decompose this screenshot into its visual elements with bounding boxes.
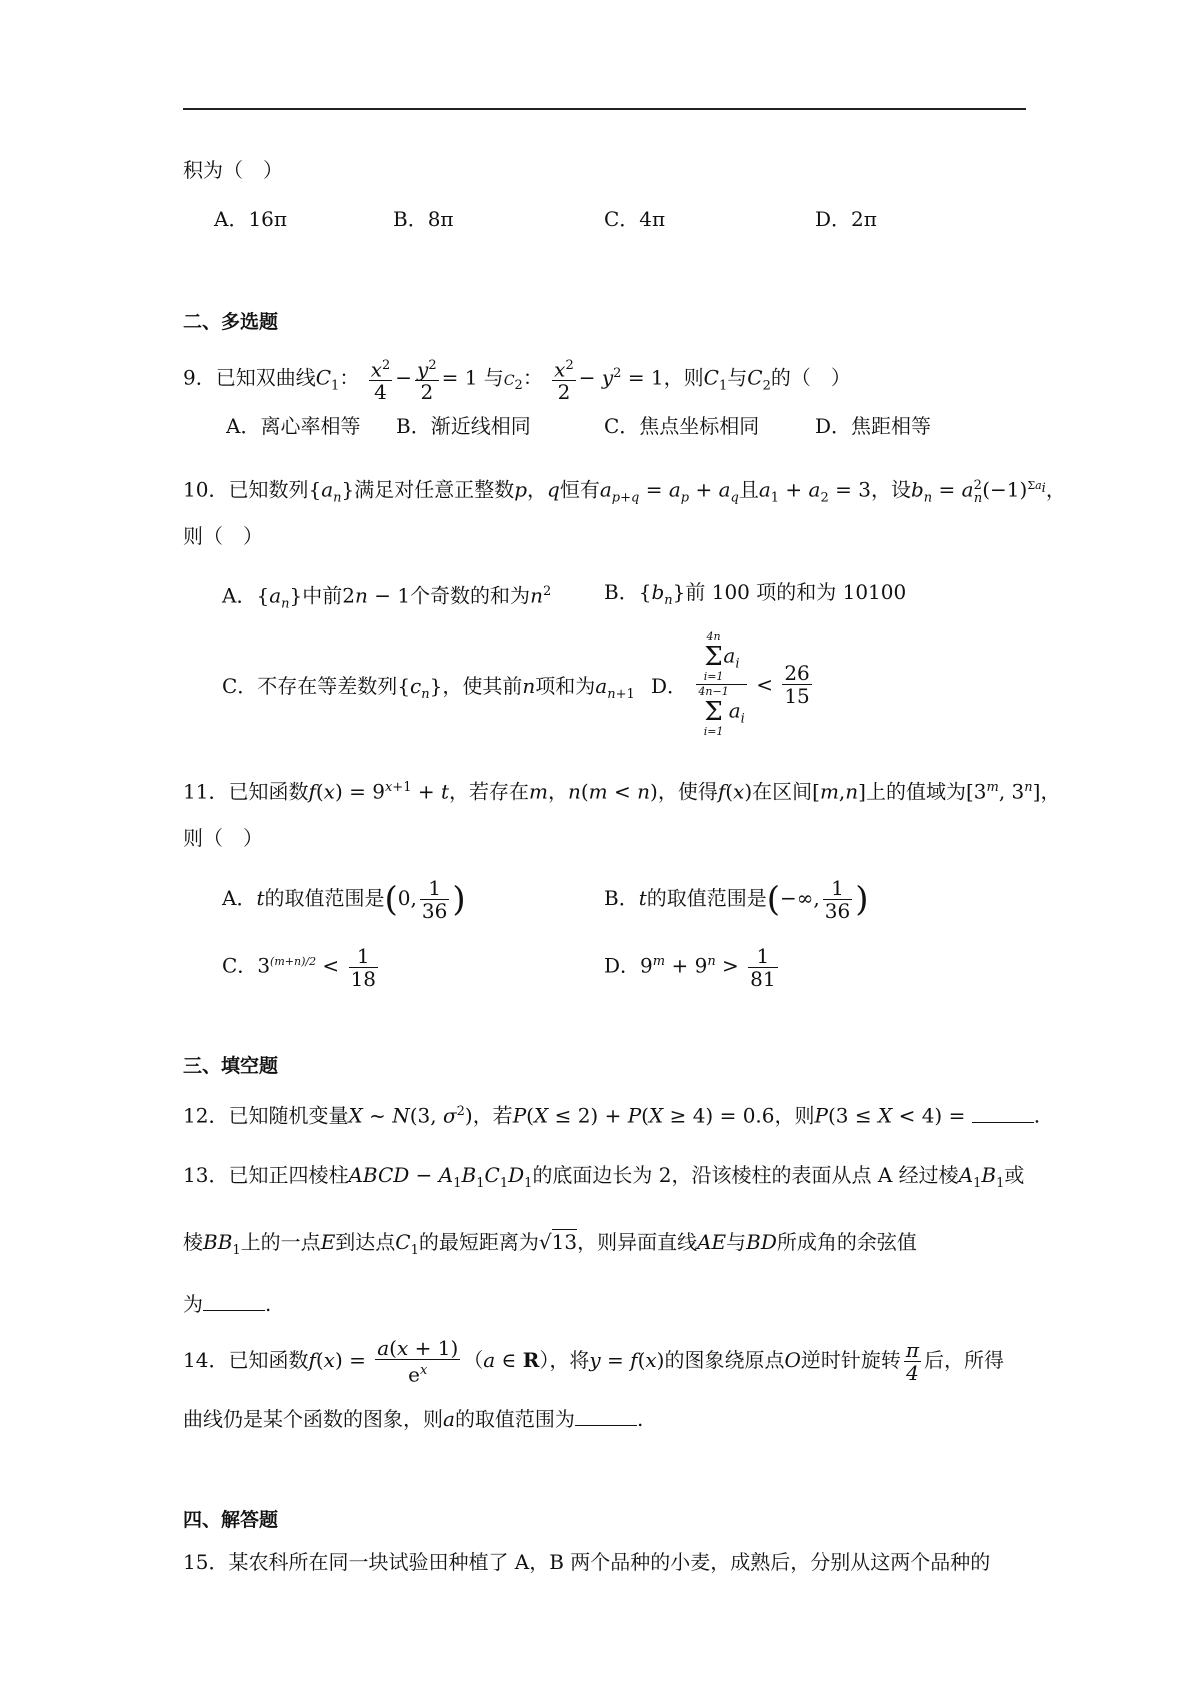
q11-option-d: D．$9^m + 9^n$ > $\frac{1}{81}$ xyxy=(604,943,776,991)
q13-stem-line1: 13．已知正四棱柱ABCD − $A_1B_1C_1D_1$的底面边长为 2，沿该棱柱的表面从点 A 经过棱$A_1B_1$或 xyxy=(183,1163,1025,1191)
q10-option-b-prefix: B． xyxy=(604,580,639,604)
q9-frac-x2-2: $\frac{x^2}{2}$ xyxy=(552,355,576,404)
q11-option-b-frac xyxy=(823,877,852,922)
q8-option-a: A．16π xyxy=(214,207,288,231)
q12-answer-blank[interactable] xyxy=(972,1106,1034,1123)
q11-option-a: A．t的取值范围是(0, $\frac{1}{36}$ ) xyxy=(222,876,466,923)
q11-stem-line1: 11．已知函数$f(x) = 9^{x+1} + t$，若存在m，n(m < n)，使得f(x)在区间[m,n]上的值域为[3$^m$, 3$^n$]， xyxy=(183,779,1061,804)
q10-option-d-rhs xyxy=(782,662,811,707)
q13-line2-g: 所成角的余弦值 xyxy=(776,1230,917,1254)
q13-line1-c: 或 xyxy=(1004,1163,1025,1187)
q8-option-b: B．8π xyxy=(393,207,454,231)
q11-option-a-frac-den: 36 xyxy=(421,899,448,923)
q11-option-a-frac xyxy=(420,877,449,922)
q11-option-d-frac xyxy=(748,945,777,990)
q13-answer-blank[interactable] xyxy=(203,1294,265,1311)
q10-line1-a: 10．已知数列 xyxy=(183,477,309,502)
q11-option-b-frac-num: 1 xyxy=(823,877,852,900)
q11-option-a-prefix: A． xyxy=(222,886,257,910)
q9-frac-y2-2: $\frac{y^2}{2}$ xyxy=(415,355,439,404)
q9-colon: ： xyxy=(339,365,360,390)
q10-option-c-prefix: C．不存在等差数列 xyxy=(222,674,398,698)
q11-option-d-frac-den: 81 xyxy=(750,966,776,991)
q11-option-c-prefix: C． xyxy=(222,953,258,978)
q11-line1-b: ，若存在 xyxy=(449,779,529,804)
q11-option-c-frac-den: 18 xyxy=(350,966,377,991)
q13-line2-f: 与 xyxy=(726,1230,747,1254)
q14-angle-frac: $\frac{\pi}{4}$ xyxy=(905,1338,920,1385)
q14-function-frac: $\frac{a(x + 1)}{e^x}$ xyxy=(377,1336,459,1387)
q12-c: ，则 xyxy=(774,1103,815,1128)
q10-option-c: C．不存在等差数列$\{c_n\}$，使其前n项和为$a_{n+1}$ xyxy=(222,674,635,702)
q13-end: . xyxy=(265,1292,272,1316)
q10-line1-d: 且 xyxy=(738,477,759,502)
q13-stem-line2: 棱$BB_1$上的一点E到达点$C_1$的最短距离为√13，则异面直线AE与BD所成角的余弦值 xyxy=(183,1230,917,1258)
q8-option-c: C．4π xyxy=(604,207,666,231)
q10-line1-b: 满足对任意正整数 xyxy=(354,477,515,502)
q13-line2-d: 的最短距离为 xyxy=(418,1230,539,1254)
q11-option-a-text: 的取值范围是 xyxy=(264,886,385,910)
q8-tail-text: 积为（ ） xyxy=(183,158,283,182)
q8-option-d: D．2π xyxy=(815,207,877,231)
q14-b: （ xyxy=(463,1348,484,1372)
q10-option-b-text: 前 100 项的和为 10100 xyxy=(685,580,907,604)
q12-end: . xyxy=(1033,1103,1041,1128)
q9-end-text: ，则 xyxy=(663,365,704,390)
q12-stem: 12．已知随机变量X ~ N(3, $\sigma^2$)，若P(X ≤ 2) + P(X ≥ 4) = 0.6，则P(3 ≤ X < 4) = . xyxy=(183,1103,1041,1128)
q13-stem-line3 xyxy=(183,1292,271,1316)
q13-line2-a: 棱 xyxy=(183,1230,203,1254)
q11-line1-c: ，使得 xyxy=(657,779,718,804)
q11-option-c: C．$3^{(m+n)/2}$ < $\frac{1}{18}$ xyxy=(222,943,377,991)
q9-colon2: ： xyxy=(522,365,543,390)
q11-option-d-prefix: D． xyxy=(604,953,641,978)
q9-option-d: D．焦距相等 xyxy=(815,414,932,438)
q15-stem: 15．某农科所在同一块试验田种植了 A，B 两个品种的小麦，成熟后，分别从这两个品种的 xyxy=(183,1550,991,1574)
q11-option-b-prefix: B． xyxy=(604,886,639,910)
q9-eq1-tail: = 1 与 xyxy=(441,365,504,390)
q11-line1-d: 在区间 xyxy=(752,779,813,804)
q13-line2-c: 到达点 xyxy=(335,1230,396,1254)
q11-option-c-frac xyxy=(349,945,378,990)
q10-option-d-sum-ratio: 4n Σ i=1 $a_i$ 4n−1 Σ i=1 $a_i$ xyxy=(698,630,745,738)
q10-line1-c: 恒有 xyxy=(559,477,600,502)
q10-option-d-rhs-num: 26 xyxy=(784,661,810,685)
q13-line1-b: 的底面边长为 2，沿该棱柱的表面从点 A 经过棱 xyxy=(532,1163,959,1187)
q14-c: ），将 xyxy=(539,1348,590,1372)
q13-line1-a: 13．已知正四棱柱 xyxy=(183,1163,349,1187)
q13-line2-e: ，则异面直线 xyxy=(577,1230,698,1254)
q13-line2-b: 上的一点 xyxy=(240,1230,321,1254)
q12-a: 12．已知随机变量 xyxy=(183,1103,349,1128)
q14-end: . xyxy=(636,1407,644,1431)
q9-prefix: 9．已知双曲线 xyxy=(183,365,316,390)
q9-stem: 9．已知双曲线$C_1$： $\frac{x^2}{4}$ − $\frac{y^2}{2}$ = 1 与$C_2$： $\frac{x^2}{2}$ − $y^2 = 1$，则$C_1$与$C_2$的（ ） xyxy=(183,346,851,415)
q14-stem-line2: 曲线仍是某个函数的图象，则a的取值范围为 . xyxy=(183,1407,644,1431)
q14-d: 的图象绕原点 xyxy=(664,1348,785,1372)
q14-line2-a: 曲线仍是某个函数的图象，则 xyxy=(183,1407,443,1431)
q11-option-a-frac-num: 1 xyxy=(420,877,449,900)
q10-option-c-mid2: 项和为 xyxy=(535,674,596,698)
q9-option-b: B．渐近线相同 xyxy=(396,414,531,438)
q12-b: ，若 xyxy=(472,1103,513,1128)
q10-option-a-prefix: A． xyxy=(222,583,257,608)
section-fill-blank-title: 三、填空题 xyxy=(183,1055,279,1077)
q11-stem-line2: 则（ ） xyxy=(183,826,263,850)
q11-option-c-frac-num: 1 xyxy=(349,945,378,968)
q11-line1-a: 11．已知函数 xyxy=(183,779,309,804)
q10-line1-e: ，设 xyxy=(870,477,911,502)
q10-stem-line2: 则（ ） xyxy=(183,524,263,548)
q9-de: 的（ ） xyxy=(770,365,851,390)
q14-a: 14．已知函数 xyxy=(183,1348,309,1372)
q13-line3: 为 xyxy=(183,1292,203,1316)
q10-option-d-rhs-den: 15 xyxy=(784,684,810,708)
q9-option-a: A．离心率相等 xyxy=(226,414,361,438)
q9-and: 与 xyxy=(727,365,748,390)
q11-option-b-frac-den: 36 xyxy=(824,899,851,923)
q14-stem-line1: 14．已知函数f(x) = $\frac{a(x + 1)}{e^x}$ （a ∈ R），将y = f(x)的图象绕原点O逆时针旋转 $\frac{\pi}{4}$ 后，所得 xyxy=(183,1336,1005,1387)
section-solution-title: 四、解答题 xyxy=(183,1509,279,1531)
q11-line1-e: 上的值域为 xyxy=(865,779,966,804)
q14-f: 后，所得 xyxy=(924,1348,1005,1372)
q10-option-a-mid2: 个奇数的和为 xyxy=(410,583,531,608)
q10-option-a-mid: 中前 xyxy=(302,583,343,608)
q11-option-b: B．t的取值范围是(−∞, $\frac{1}{36}$ ) xyxy=(604,876,869,923)
q9-frac-x2-4: $\frac{x^2}{4}$ xyxy=(369,355,393,404)
q10-option-a: A．$\{a_n\}$中前2n − 1个奇数的和为$n^2$ xyxy=(222,583,552,612)
q10-stem-line1: 10．已知数列$\{a_n\}$满足对任意正整数p，q恒有$a_{p+q} = a_p + a_q$且$a_1 + a_2 = 3$，设$b_n = a^2_n(-1)^{\Sigma a_i}$， xyxy=(183,477,1066,506)
q9-option-c: C．焦点坐标相同 xyxy=(604,414,760,438)
q14-e: 逆时针旋转 xyxy=(800,1348,901,1372)
section-multi-choice-title: 二、多选题 xyxy=(183,311,279,333)
q10-option-d-prefix: D． xyxy=(651,674,688,698)
q10-option-d: D． 4n Σ i=1 $a_i$ 4n−1 Σ i=1 $a_i$ < $\frac{26}{15}$ xyxy=(651,630,810,738)
q10-option-b: B．$\{b_n\}$前 100 项的和为 10100 xyxy=(604,580,907,608)
q11-option-d-frac-num: 1 xyxy=(748,945,777,968)
q9-eq2-tail: = 1 xyxy=(627,365,664,390)
q14-answer-blank[interactable] xyxy=(575,1409,637,1426)
q14-line2-b: 的取值范围为 xyxy=(454,1407,575,1431)
header-rule xyxy=(183,108,1026,110)
q11-option-b-text: 的取值范围是 xyxy=(646,886,767,910)
q10-option-c-mid: ，使其前 xyxy=(442,674,523,698)
